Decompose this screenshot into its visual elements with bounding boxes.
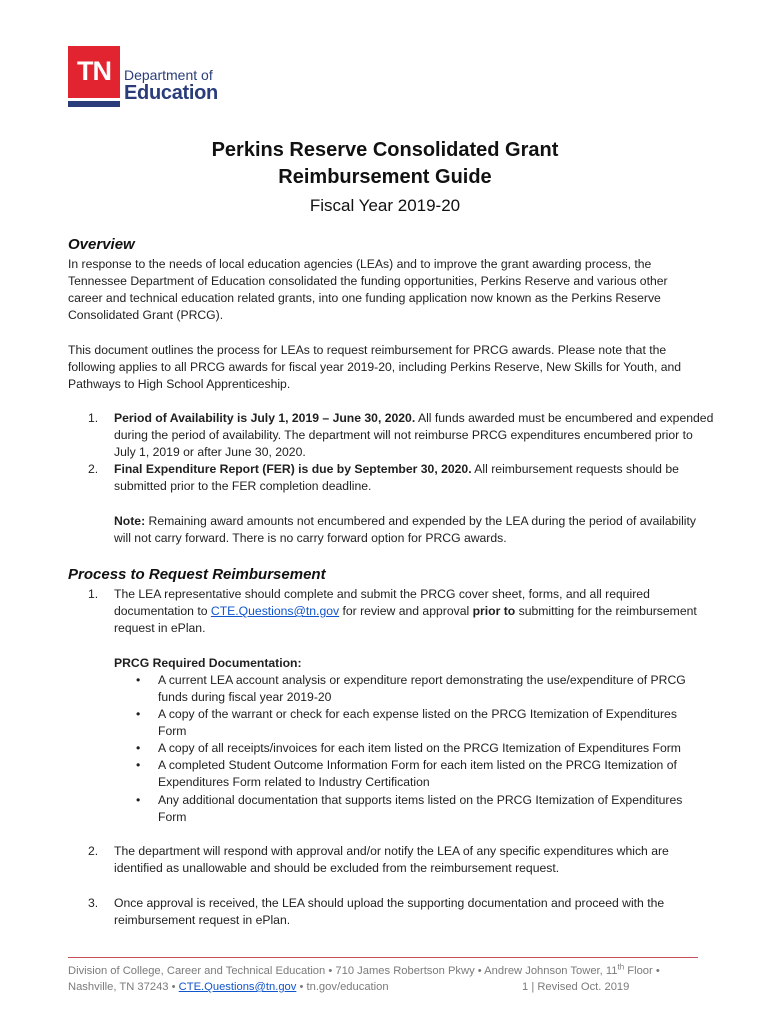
bullet-text: A current LEA account analysis or expenditure report demonstrating the use/expenditure of PRCG funds during fiscal year 2019-20 <box>158 673 686 704</box>
bullet-text: A completed Student Outcome Information Form for each item listed on the PRCG Itemization of Expenditures Form related to Industry Certification <box>158 758 677 789</box>
footer-email-link[interactable]: CTE.Questions@tn.gov <box>178 981 297 993</box>
footer-page-number: 1 | Revised Oct. 2019 <box>522 981 630 993</box>
page-title-line1: Perkins Reserve Consolidated Grant <box>211 139 559 161</box>
email-link[interactable]: CTE.Questions@tn.gov <box>210 604 340 618</box>
bullet-text: Any additional documentation that supports items listed on the PRCG Itemization of Expenditures Form <box>158 793 683 824</box>
note-text: Remaining award amounts not encumbered and expended by the LEA during the period of availability will not carry forward. There is no carry forward option for PRCG awards. <box>114 514 696 545</box>
footer-contact-line <box>68 980 708 995</box>
step-number: 3. <box>88 896 99 910</box>
page-title-line2: Reimbursement Guide <box>278 166 492 188</box>
bullet-text: A copy of all receipts/invoices for each item listed on the PRCG Itemization of Expenditures Form <box>158 741 681 755</box>
overview-heading: Overview <box>68 236 135 253</box>
bullet-icon: • <box>136 673 141 687</box>
step-number: 2. <box>88 844 99 858</box>
step-body: Once approval is received, the LEA should upload the supporting documentation and proceed with the reimbursement request in ePlan. <box>114 896 665 927</box>
footer-website: • tn.gov/education <box>296 981 389 993</box>
overview-paragraph-1: In response to the needs of local education agencies (LEAs) and to improve the grant awarding process, the Tennessee Department of Education consolidated the funding opportunities, Perkins Reserve and various other career and technical education related grants, into one funding application now known as the Perkins Reserve Consolidated Grant (PRCG). <box>68 257 668 322</box>
step-number: 1. <box>88 587 99 601</box>
footer-floor: Floor • <box>624 965 660 977</box>
docs-heading <box>114 655 714 672</box>
item-body <box>114 461 714 495</box>
footer-address: Division of College, Career and Technical Education • 710 James Robertson Pkwy • Andrew Johnson Tower, 11 <box>68 965 618 977</box>
bullet-icon: • <box>136 707 141 721</box>
step-body <box>114 586 714 637</box>
footer-city: Nashville, TN 37243 • <box>68 981 179 993</box>
item-text: All reimbursement requests should be submitted prior to the FER completion deadline. <box>114 462 679 493</box>
step-text-mid: for review and approval <box>339 604 473 618</box>
item-bold: Final Expenditure Report (FER) is due by September 30, 2020. <box>114 462 472 476</box>
note-body <box>114 513 714 547</box>
step-text-pre: The LEA representative should complete and submit the PRCG cover sheet, forms, and all required documentation to <box>114 587 650 618</box>
process-heading: Process to Request Reimbursement <box>68 566 326 583</box>
bullet-text: A copy of the warrant or check for each expense listed on the PRCG Itemization of Expenditures Form <box>158 707 677 738</box>
item-number: 1. <box>88 411 99 425</box>
page-subtitle: Fiscal Year 2019-20 <box>309 196 461 215</box>
bullet-icon: • <box>136 758 141 772</box>
logo-stripe <box>68 101 120 107</box>
tn-logo-mark: TN <box>68 46 120 98</box>
logo-education-text: Education <box>124 82 218 104</box>
item-body <box>114 410 714 461</box>
footer-address-line <box>68 964 708 979</box>
item-bold: Period of Availability is July 1, 2019 – June 30, 2020. <box>114 411 416 425</box>
bullet-icon: • <box>136 741 141 755</box>
step-text-bold: prior to <box>472 604 516 618</box>
note-label: Note: <box>114 514 146 528</box>
docs-heading-text: PRCG Required Documentation: <box>114 656 302 670</box>
item-number: 2. <box>88 462 99 476</box>
tn-doe-logo <box>68 46 228 108</box>
footer-ordinal: th <box>617 962 625 972</box>
footer-divider <box>68 957 698 958</box>
overview-paragraph-2: This document outlines the process for LEAs to request reimbursement for PRCG awards. Please note that the following applies to all PRCG awards for fiscal year 2019-20, including Perkins Reserve, New Skills for Youth, and Pathways to High School Apprenticeship. <box>68 343 682 391</box>
logo-department-text: Department of <box>124 67 213 83</box>
item-text: All funds awarded must be encumbered and expended during the period of availability. The department will not reimburse PRCG expenditures encumbered prior to July 1, 2019 or after June 30, 2020. <box>114 411 714 459</box>
step-body: The department will respond with approval and/or notify the LEA of any specific expenditures which are identified as unallowable and should be excluded from the reimbursement request. <box>114 844 669 875</box>
step-text-post: submitting for the reimbursement request in ePlan. <box>114 604 697 635</box>
bullet-icon: • <box>136 793 141 807</box>
